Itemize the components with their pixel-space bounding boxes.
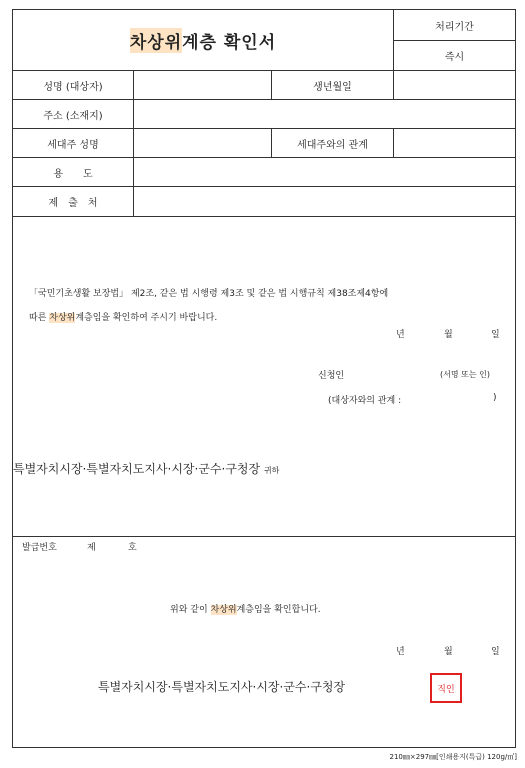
birth-label: 생년월일 [313,81,352,93]
request-highlight: 차상위 [49,313,76,323]
request-line-2: 따른 차상위계층임을 확인하여 주시기 바랍니다. [29,313,218,323]
submit-row [13,187,515,217]
processing-period-label: 처리기간 [394,10,515,41]
request-line-1: 「국민기초생활 보장법」 제2조, 같은 법 시행령 제3조 및 같은 법 시행규칙 제38조제4항에 [29,289,389,299]
confirm-text: 위와 같이 차상위계층임을 확인합니다. [170,605,321,615]
request-date-month: 월 [444,330,453,340]
paper-spec-footer: 210㎜×297㎜[인쇄용지(특급) 120g/㎡] [389,753,517,761]
purpose-label: 용 도 [53,168,93,180]
issue-number-ho: 호 [128,543,137,553]
processing-period-box [393,10,515,70]
title-row [13,10,515,71]
submit-label: 제 출 처 [48,198,98,209]
processing-period-value: 즉시 [444,51,465,63]
householder-label: 세대주 성명 [47,139,99,151]
address-label: 주소 (소재지) [43,110,103,122]
name-label: 성명 (대상자) [43,81,103,93]
relation-line-close: ) [493,393,497,403]
relation-line-label: (대상자와의 관계 : [328,396,402,406]
issue-date-year: 년 [396,647,405,657]
name-input[interactable] [134,71,271,99]
issue-date-day: 일 [491,647,500,657]
issue-number-label: 발급번호 [22,543,57,553]
request-date-year: 년 [396,330,405,340]
title-highlight: 차상위 [130,28,182,53]
address-input[interactable] [134,100,515,128]
applicant-label: 신청인 [318,371,345,381]
submit-input[interactable] [134,187,515,216]
document-title [13,10,393,70]
name-row [13,71,515,100]
address-row [13,100,515,129]
householder-input[interactable] [134,129,271,157]
request-date-day: 일 [491,330,500,340]
confirm-highlight: 차상위 [210,605,237,615]
sign-label: (서명 또는 인) [440,370,490,379]
issue-number-je: 제 [87,543,96,553]
confirmation-form [12,9,516,748]
addressee: 특별자치시장·특별자치도지사·시장·군수·구청장 귀하 [13,462,280,476]
purpose-row [13,158,515,187]
request-section [13,217,515,537]
relation-input[interactable] [394,129,515,157]
purpose-input[interactable] [134,158,515,186]
relation-label: 세대주와의 관계 [297,139,368,151]
issuer: 특별자치시장·특별자치도지사·시장·군수·구청장 [98,680,346,694]
birth-input[interactable] [394,71,515,99]
title-rest: 계층 확인서 [182,32,277,53]
householder-row [13,129,515,158]
official-seal: 직인 [430,673,462,703]
issue-date-month: 월 [444,647,453,657]
